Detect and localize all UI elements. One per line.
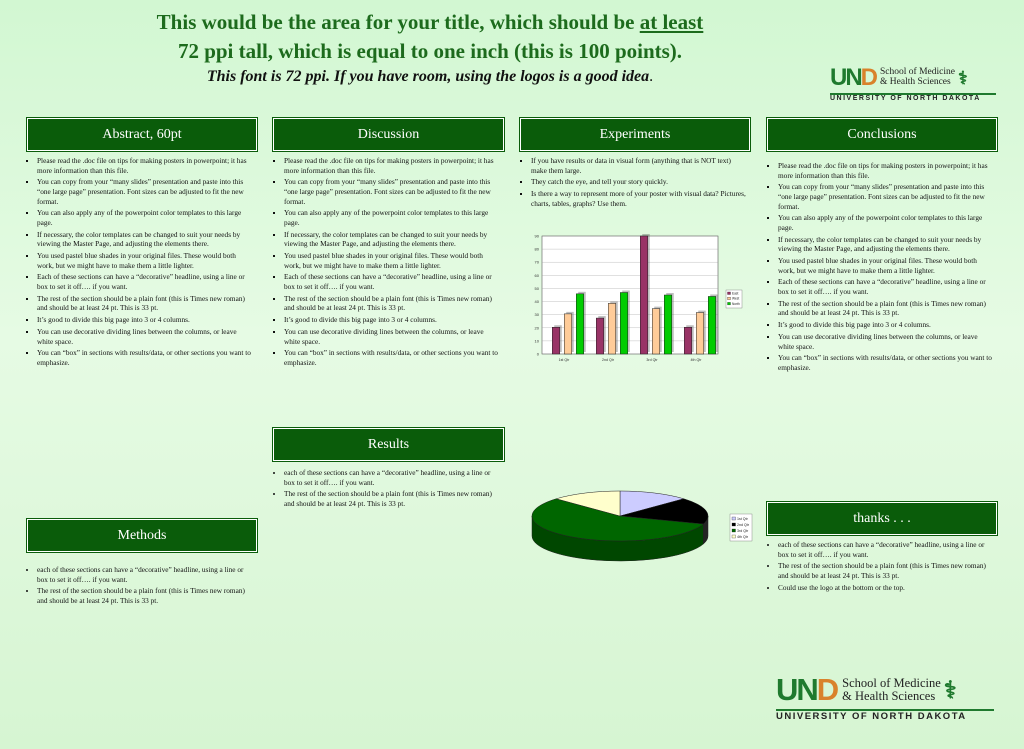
abstract-bullet: ▪ Please read the .doc file on tips for making posters in powerpoint; it has more information than this file. — [37, 156, 252, 175]
university-name: UNIVERSITY OF NORTH DAKOTA — [776, 709, 994, 722]
conclusions-bullet: ▪ You can “box” in sections with results/data, or other sections you want to emphasize. — [778, 353, 995, 372]
bar — [664, 295, 672, 354]
y-tick-label: 60 — [534, 272, 539, 278]
methods-bullet: • The rest of the section should be a plain font (this is Times new roman) and should be at least 24 pt. This is 33 pt. — [37, 586, 254, 605]
abstract-bullet: ▪ It’s good to divide this big page into 3 or 4 columns. — [37, 315, 252, 325]
thanks-bullet: • The rest of the section should be a plain font (this is Times new roman) and should be at least 24 pt. This is 33 pt. — [778, 561, 995, 580]
conclusions-bullet: ▪ You can copy from your “many slides” presentation and paste into this “one large page” presentation. Font sizes can be adjusted to fit the new format. — [778, 182, 995, 211]
discussion-bullet: ▪ You can also apply any of the powerpoint color templates to this large page. — [284, 208, 501, 227]
y-tick-label: 90 — [534, 233, 539, 239]
methods-body — [28, 565, 254, 608]
experiments-bullet: ▪ They catch the eye, and tell your story quickly. — [531, 177, 748, 187]
conclusions-bullet: ▪ You can use decorative dividing lines between the columns, or leave white space. — [778, 332, 995, 351]
bar — [564, 314, 572, 354]
discussion-header — [273, 118, 504, 151]
school-name — [842, 677, 941, 703]
bar — [576, 294, 584, 354]
discussion-bullet: ▪ If necessary, the color templates can be changed to suit your needs by viewing the Master Page, and adjusting the elements there. — [284, 230, 501, 249]
legend-swatch — [728, 297, 731, 300]
y-tick-label: 20 — [534, 325, 539, 331]
abstract-bullet: ▪ You used pastel blue shades in your original files. These would both work, but we might have to make them a little lighter. — [37, 251, 252, 270]
experiments-body — [522, 156, 748, 211]
conclusions-body — [769, 161, 995, 375]
conclusions-title: Conclusions — [847, 127, 917, 142]
title-line2: 72 ppi tall, which is equal to one inch (this is 100 points). — [177, 39, 683, 63]
bar — [696, 313, 704, 354]
discussion-bullet: ▪ You can copy from your “many slides” presentation and paste into this “one large page” presentation. Font sizes can be adjusted to fit the new format. — [284, 177, 501, 206]
conclusions-bullet: ▪ If necessary, the color templates can be changed to suit your needs by viewing the Master Page, and adjusting the elements there. — [778, 235, 995, 254]
thanks-bullet: • each of these sections can have a “decorative” headline, using a line or box to set it off…. if you want. — [778, 540, 995, 559]
x-tick-label: 2nd Qtr — [602, 358, 614, 362]
legend-label: North — [732, 301, 740, 306]
legend-swatch — [732, 529, 736, 532]
subtitle-end: . — [649, 68, 654, 85]
bar — [620, 293, 628, 354]
school-line1: School of Medicine — [880, 67, 955, 78]
discussion-bullet: ▪ Each of these sections can have a “decorative” headline, using a line or box to set it off…. if you want. — [284, 272, 501, 291]
abstract-bullet: ▪ Each of these sections can have a “decorative” headline, using a line or box to set it off…. if you want. — [37, 272, 252, 291]
discussion-bullet: ▪ You can “box” in sections with results/data, or other sections you want to emphasize. — [284, 348, 501, 367]
discussion-bullet: ▪ You used pastel blue shades in your original files. These would both work, but we might have to make them a little lighter. — [284, 251, 501, 270]
pie-chart — [530, 484, 770, 574]
title-underlined: at least — [639, 10, 704, 34]
discussion-body — [275, 156, 501, 370]
school-line1: School of Medicine — [842, 675, 941, 690]
experiments-bullet: ▪ Is there a way to represent more of your poster with visual data? Pictures, charts, tables, graphs? Use them. — [531, 189, 748, 208]
y-tick-label: 70 — [534, 259, 539, 265]
legend-swatch — [732, 535, 736, 538]
discussion-bullet: ▪ The rest of the section should be a plain font (this is Times new roman) and should be at least 24 pt. This is 33 pt. — [284, 294, 501, 313]
bar — [596, 318, 604, 354]
abstract-bullet: ▪ You can use decorative dividing lines between the columns, or leave white space. — [37, 327, 252, 346]
caduceus-icon: ⚕ — [943, 677, 957, 704]
x-tick-label: 4th Qtr — [690, 358, 702, 362]
experiments-bullet: ▪ If you have results or data in visual form (anything that is NOT text) make them large. — [531, 156, 748, 175]
legend-label: 2nd Qtr — [737, 522, 749, 527]
conclusions-bullet: ▪ The rest of the section should be a plain font (this is Times new roman) and should be at least 24 pt. This is 33 pt. — [778, 299, 995, 318]
bar — [684, 327, 692, 354]
legend-swatch — [728, 302, 731, 305]
experiments-title: Experiments — [599, 127, 671, 142]
caduceus-icon: ⚕ — [957, 67, 968, 88]
conclusions-bullet: ▪ Each of these sections can have a “decorative” headline, using a line or box to set it off…. if you want. — [778, 277, 995, 296]
conclusions-bullet: ▪ Please read the .doc file on tips for making posters in powerpoint; it has more information than this file. — [778, 161, 995, 180]
conclusions-bullet: ▪ You used pastel blue shades in your original files. These would both work, but we might have to make them a little lighter. — [778, 256, 995, 275]
methods-header — [27, 519, 257, 552]
abstract-bullet: ▪ You can also apply any of the powerpoint color templates to this large page. — [37, 208, 252, 227]
x-tick-label: 3rd Qtr — [646, 358, 658, 362]
discussion-bullet: ▪ It’s good to divide this big page into 3 or 4 columns. — [284, 315, 501, 325]
y-tick-label: 40 — [534, 299, 539, 305]
x-tick-label: 1st Qtr — [558, 358, 570, 362]
university-name: UNIVERSITY OF NORTH DAKOTA — [830, 93, 996, 102]
y-tick-label: 50 — [534, 285, 539, 291]
abstract-body — [28, 156, 252, 370]
legend-label: West — [732, 296, 740, 301]
abstract-bullet: ▪ You can “box” in sections with results/data, or other sections you want to emphasize. — [37, 348, 252, 367]
legend-label: 1st Qtr — [737, 516, 748, 521]
abstract-title: Abstract, 60pt — [102, 127, 182, 142]
conclusions-header — [767, 118, 997, 151]
thanks-header — [767, 502, 997, 535]
title-part1: This would be the area for your title, which should be — [156, 10, 640, 34]
abstract-bullet: ▪ If necessary, the color templates can be changed to suit your needs by viewing the Master Page, and adjusting the elements there. — [37, 230, 252, 249]
thanks-title: thanks . . . — [853, 511, 911, 526]
abstract-bullet: ▪ You can copy from your “many slides” presentation and paste into this “one large page” presentation. Font sizes can be adjusted to fit the new format. — [37, 177, 252, 206]
discussion-bullet: ▪ Please read the .doc file on tips for making posters in powerpoint; it has more information than this file. — [284, 156, 501, 175]
y-tick-label: 10 — [534, 338, 539, 344]
und-logo-top — [830, 64, 996, 102]
bar — [652, 309, 660, 354]
bar — [552, 327, 560, 354]
legend-label: East — [732, 291, 739, 296]
discussion-bullet: ▪ You can use decorative dividing lines between the columns, or leave white space. — [284, 327, 501, 346]
thanks-body — [769, 540, 995, 595]
results-bullet: • The rest of the section should be a plain font (this is Times new roman) and should be at least 24 pt. This is 33 pt. — [284, 489, 501, 508]
y-tick-label: 80 — [534, 246, 539, 252]
und-wordmark: UND — [830, 64, 877, 91]
methods-bullet: • each of these sections can have a “decorative” headline, using a line or box to set it off…. if you want. — [37, 565, 254, 584]
bar — [708, 296, 716, 354]
abstract-header — [27, 118, 257, 151]
subtitle-text: This font is 72 ppi. If you have room, using the logos is a good idea — [206, 68, 650, 85]
bar-chart — [520, 228, 750, 368]
thanks-bullet: • Could use the logo at the bottom or the top. — [778, 583, 995, 593]
bar — [608, 303, 616, 354]
school-line2: & Health Sciences — [842, 689, 936, 703]
discussion-title: Discussion — [357, 127, 420, 142]
conclusions-bullet: ▪ It’s good to divide this big page into 3 or 4 columns. — [778, 320, 995, 330]
legend-swatch — [732, 523, 736, 526]
results-bullet: • each of these sections can have a “decorative” headline, using a line or box to set it off…. if you want. — [284, 468, 501, 487]
methods-title: Methods — [117, 528, 167, 543]
results-header — [273, 428, 504, 461]
bar — [640, 236, 648, 354]
abstract-bullet: ▪ The rest of the section should be a plain font (this is Times new roman) and should be at least 24 pt. This is 33 pt. — [37, 294, 252, 313]
legend-swatch — [732, 517, 736, 520]
conclusions-bullet: ▪ You can also apply any of the powerpoint color templates to this large page. — [778, 213, 995, 232]
school-line2: & Health Sciences — [880, 77, 951, 87]
poster-subtitle — [90, 68, 770, 86]
y-tick-label: 30 — [534, 312, 539, 318]
poster-title — [90, 8, 770, 66]
legend-label: 3rd Qtr — [737, 528, 749, 533]
experiments-header — [520, 118, 750, 151]
results-title: Results — [367, 437, 410, 452]
und-wordmark: UND — [776, 672, 838, 707]
legend-label: 4th Qtr — [737, 534, 748, 539]
und-logo-bottom — [776, 672, 994, 722]
school-name — [880, 68, 955, 88]
results-body — [275, 468, 501, 511]
y-tick-label: 0 — [536, 351, 539, 357]
legend-swatch — [728, 292, 731, 295]
